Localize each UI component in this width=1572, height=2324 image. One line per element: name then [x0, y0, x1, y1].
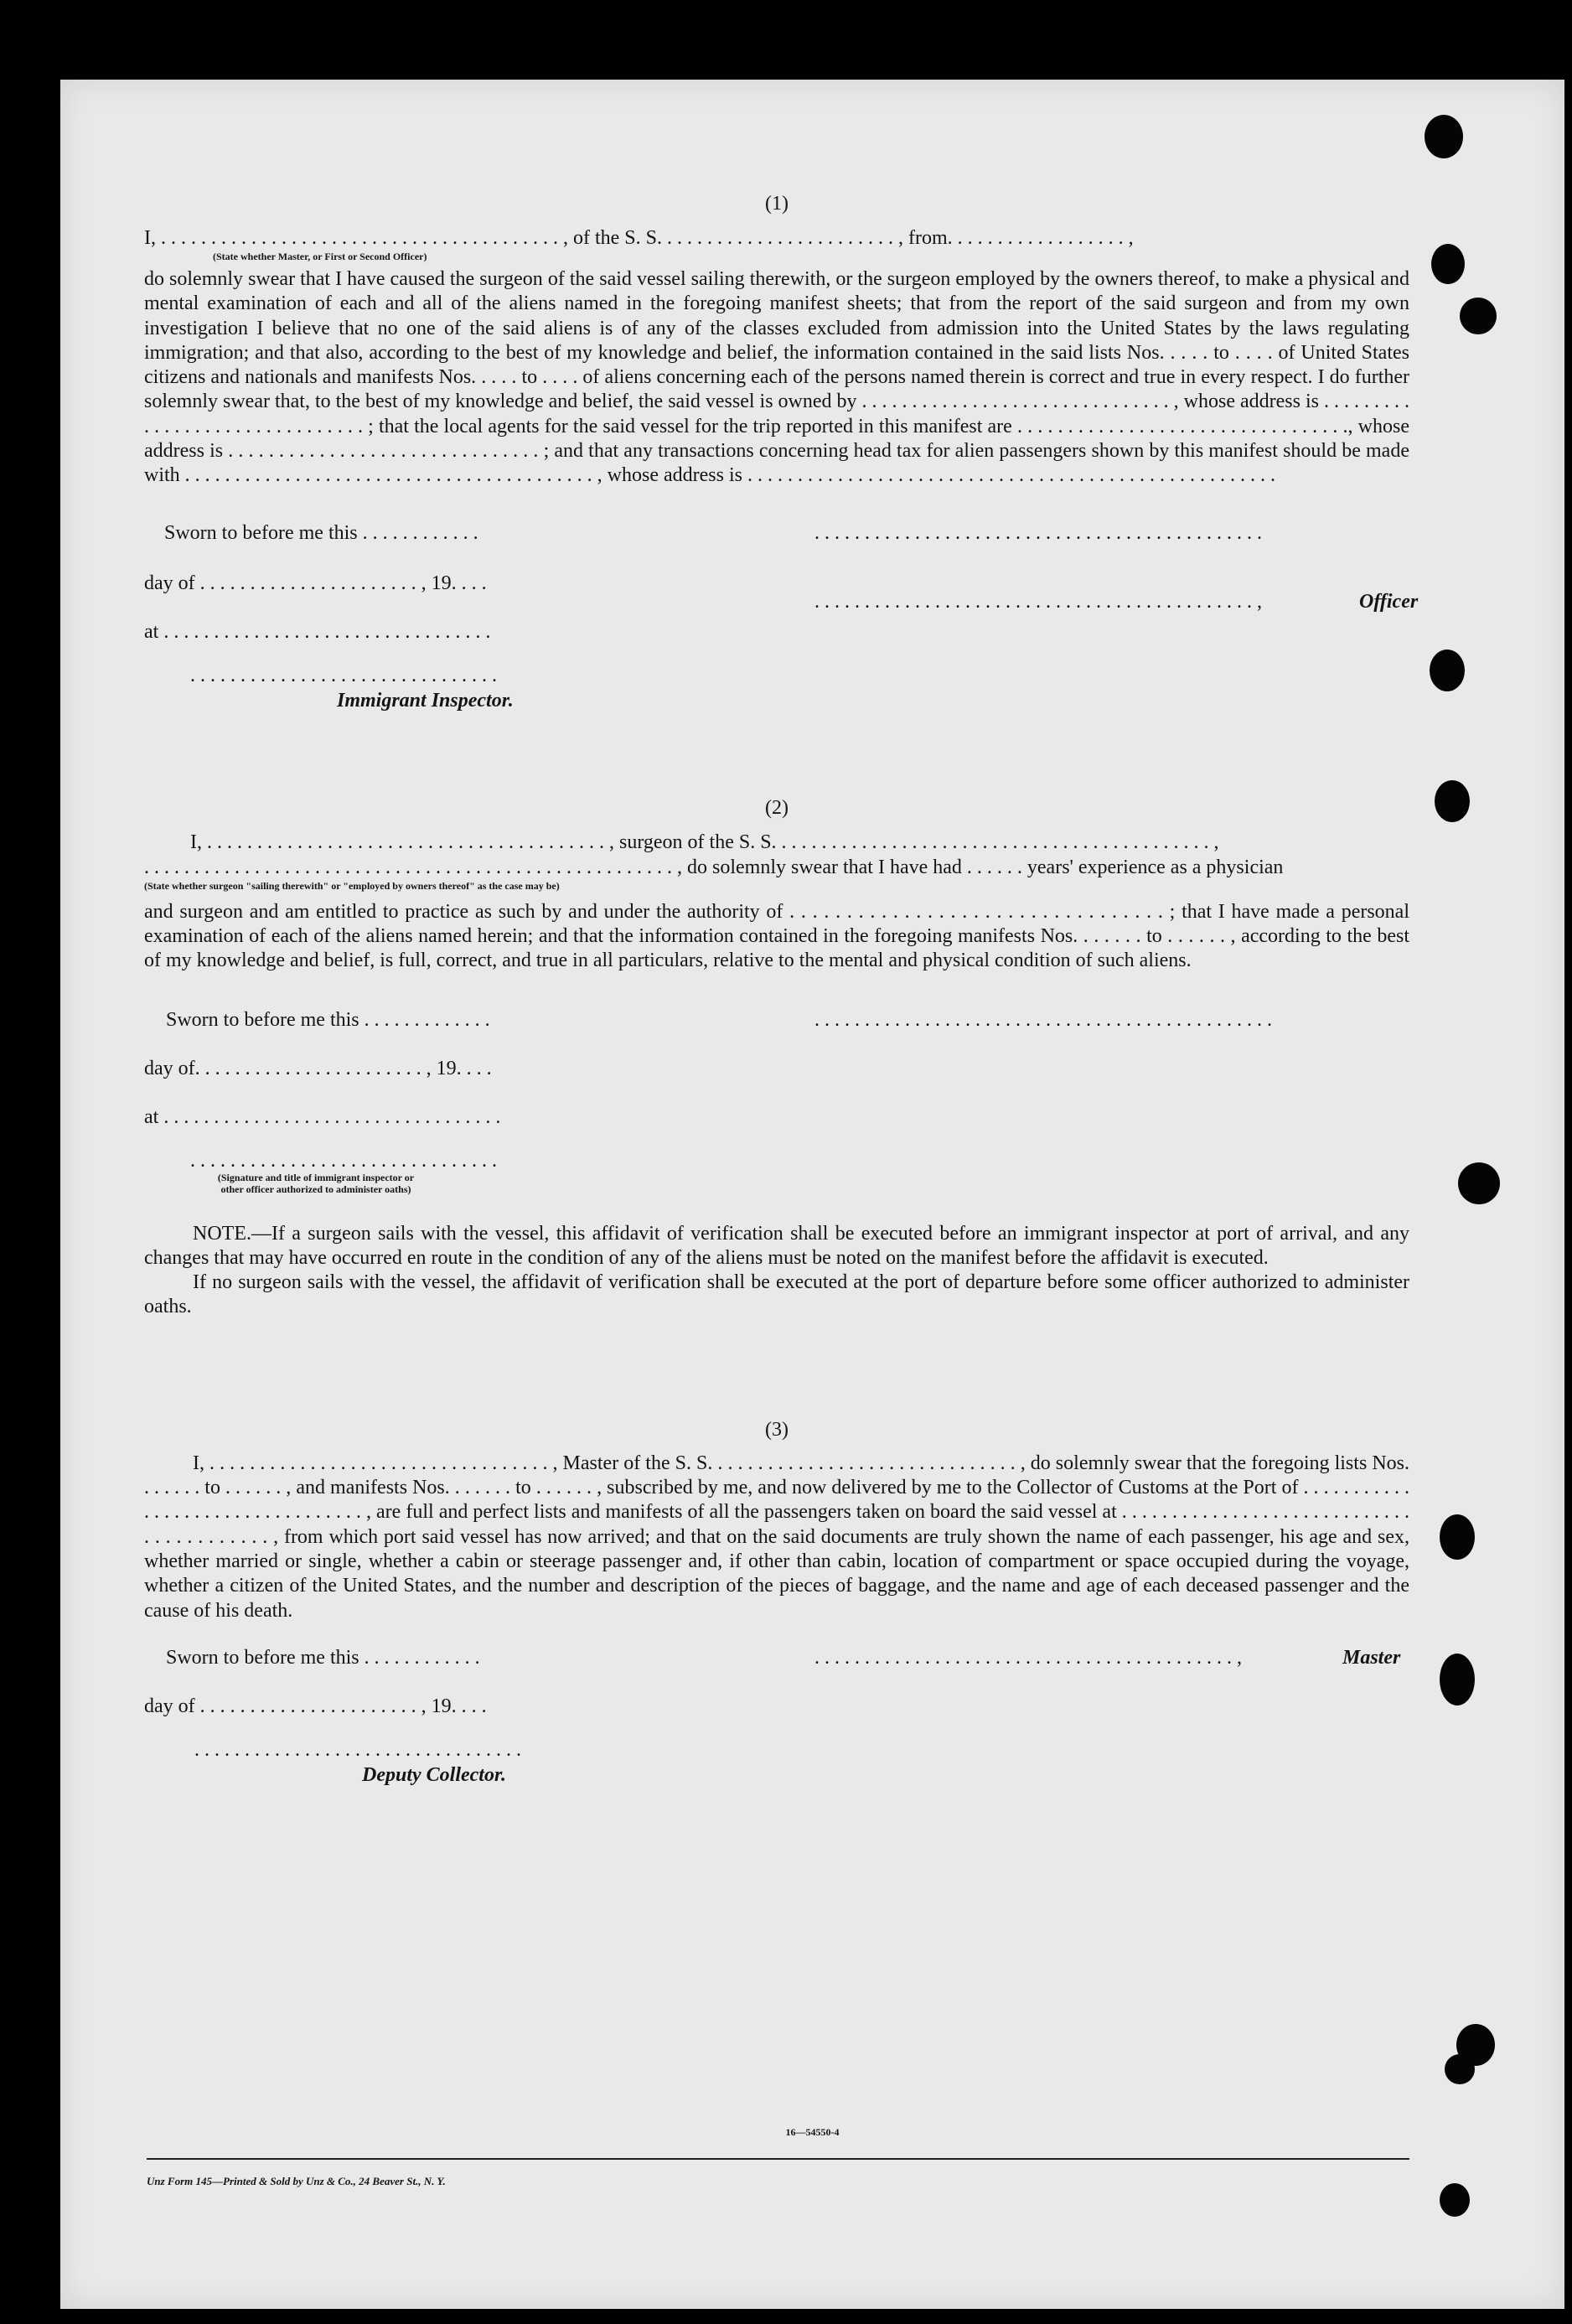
section-2-body: and surgeon and am entitled to practice as such by and under the authority of . . . . . . . . . . . . . . . . . . . . . . . . . . . . . . . . . ; that I have made a personal examination of each of the aliens named herein; and that the information contained in the foregoing manifests Nos. . . . . . . to . . . . . . , according to the best of my knowledge and belief, is full, correct, and true in all particulars, relative to the mental and physical condition of such aliens.: [144, 900, 1409, 972]
section-2-line-2: . . . . . . . . . . . . . . . . . . . . . . . . . . . . . . . . . . . . . . . . . . . . . . . . . . . . . , do solemnly swear that I have had . . . . . . years' experience as a physician: [144, 856, 1284, 878]
punch-hole-icon: [1460, 298, 1497, 334]
section-3-signatures: [144, 1638, 1409, 1806]
section-3-heading: (3): [765, 1418, 789, 1441]
section-1-at: at . . . . . . . . . . . . . . . . . . . . . . . . . . . . . . . . .: [144, 620, 491, 643]
section-3-body: I, . . . . . . . . . . . . . . . . . . . . . . . . . . . . . . . . . . , Master of the S. S. . . . . . . . . . . . . . . . . . . . . . . . . . . . . . . , do solemnly swear that the foregoing lists Nos. . . . . . . to . . . . . . , and manifests Nos. . . . . . . to . . . . . . , subscribed by me, and now delivered by me to the Collector of Customs at the Port of . . . . . . . . . . . . . . . . . . . . . . . . . . . . . . . . . , are full and perfect lists and manifests of all the passengers taken on board the said vessel at . . . . . . . . . . . . . . . . . . . . . . . . . . . . . . . . . . . . . . . . . , from which port said vessel has now arrived; and that on the said documents are truly shown the name of each passenger, his age and sex, whether married or single, whether a cabin or steerage passenger and, if other than cabin, location of compartment or space occupied during the voyage, whether a citizen of the United States, and the number and description of the pieces of baggage, and the name and age of each deceased passenger and the cause of his death.: [144, 1452, 1409, 1622]
section-3-master-title: Master: [1342, 1646, 1401, 1669]
section-1-signature-line: . . . . . . . . . . . . . . . . . . . . . . . . . . . . . . . . . . . . . . . . . . . . .: [814, 521, 1262, 544]
note-body: —If a surgeon sails with the vessel, this affidavit of verification shall be executed before an immigrant inspector at port of arrival, and any changes that may have occurred en route in the condition of any of the aliens must be noted on the manifest before the affidavit is executed.: [144, 1222, 1409, 1269]
punch-hole-icon: [1458, 1162, 1500, 1204]
punch-hole-icon: [1440, 1514, 1475, 1560]
section-2-note-2: If no surgeon sails with the vessel, the affidavit of verification shall be executed at the port of departure before some officer authorized to administer oaths.: [144, 1271, 1409, 1318]
punch-hole-icon: [1431, 244, 1465, 284]
punch-hole-icon: [1430, 650, 1465, 691]
punch-hole-icon: [1445, 2054, 1475, 2084]
section-1-heading: (1): [765, 193, 789, 215]
section-1-inspector-line: . . . . . . . . . . . . . . . . . . . . . . . . . . . . . . .: [190, 664, 497, 686]
section-2-line-1: I, . . . . . . . . . . . . . . . . . . . . . . . . . . . . . . . . . . . . . . . . , surgeon of the S. S. . . . . . . . . . . . . . . . . . . . . . . . . . . . . . . . . . . . . . . . . . . . ,: [190, 831, 1219, 853]
punch-hole-icon: [1440, 1654, 1475, 1705]
section-1-line-1: I, . . . . . . . . . . . . . . . . . . . . . . . . . . . . . . . . . . . . . . . . , of the S. S. . . . . . . . . . . . . . . . . . . . . . . . , from. . . . . . . . . . . . . . . . . . ,: [144, 227, 1134, 249]
section-1-inspector-title: Immigrant Inspector.: [337, 689, 514, 712]
section-2-surgeon-note: (State whether surgeon "sailing therewith" or "employed by owners thereof" as the case may be): [144, 879, 560, 892]
section-1: [144, 193, 1419, 1806]
section-1-officer-line: . . . . . . . . . . . . . . . . . . . . . . . . . . . . . . . . . . . . . . . . . . . . ,: [814, 590, 1262, 613]
section-3-signature-line: . . . . . . . . . . . . . . . . . . . . . . . . . . . . . . . . . . . . . . . . . . ,: [814, 1646, 1242, 1669]
section-2-signatures: [144, 996, 1409, 1222]
punch-hole-icon: [1440, 2183, 1470, 2217]
section-3-sworn: Sworn to before me this . . . . . . . . . . . .: [166, 1646, 480, 1669]
section-3-collector-line: . . . . . . . . . . . . . . . . . . . . . . . . . . . . . . . . .: [194, 1738, 521, 1761]
document-page: [60, 80, 1564, 2309]
section-2-inspector-note: (Signature and title of immigrant inspector or other officer authorized to administer oaths): [217, 1171, 415, 1195]
form-number: 16—54550-4: [785, 2126, 840, 2138]
section-3-collector-title: Deputy Collector.: [362, 1763, 506, 1786]
section-1-body: do solemnly swear that I have caused the surgeon of the said vessel sailing therewith, or the surgeon employed by the owners thereof, to make a physical and mental examination of each and all of the aliens named in the foregoing manifest sheets; that from the report of the said surgeon and from my own investigation I believe that no one of the said aliens is of any of the classes excluded from admission into the United States by the laws regulating immigration; and that also, according to the best of my knowledge and belief, the information contained in the said lists Nos. . . . . to . . . . of United States citizens and nationals and manifests Nos. . . . . to . . . . of aliens concerning each of the persons named therein is correct and true in every respect. I do further solemnly swear that, to the best of my knowledge and belief, the said vessel is owned by . . . . . . . . . . . . . . . . . . . . . . . . . . . . . . . , whose address is . . . . . . . . . . . . . . . . . . . . . . . . . . . . . . . ; that the local agents for the said vessel for the trip reported in this manifest are . . . . . . . . . . . . . . . . . . . . . . . . . . . . . . . . ., whose address is . . . . . . . . . . . . . . . . . . . . . . . . . . . . . . . ; and that any transactions concerning head tax for alien passengers shown by this manifest should be made with . . . . . . . . . . . . . . . . . . . . . . . . . . . . . . . . . . . . . . . . . , whose address is . . . . . . . . . . . . . . . . . . . . . . . . . . . . . . . . . . . . . . . . . . . . . . . . . . . . .: [144, 268, 1409, 487]
punch-hole-icon: [1425, 115, 1463, 158]
section-1-officer-title: Officer: [1359, 590, 1419, 613]
punch-hole-icon: [1435, 780, 1470, 822]
section-2-heading: (2): [765, 796, 789, 819]
section-2-inspector-line: . . . . . . . . . . . . . . . . . . . . . . . . . . . . . . .: [190, 1149, 497, 1172]
note-label: NOTE.: [193, 1222, 251, 1245]
section-2-signature-line: . . . . . . . . . . . . . . . . . . . . . . . . . . . . . . . . . . . . . . . . . . . . . .: [814, 1008, 1272, 1031]
section-1-signatures: [144, 505, 1419, 723]
printer-footer: Unz Form 145—Printed & Sold by Unz & Co., 24 Beaver St., N. Y.: [147, 2175, 446, 2187]
section-1-officer-note: (State whether Master, or First or Second Officer): [213, 251, 427, 262]
section-2-sworn: Sworn to before me this . . . . . . . . . . . . .: [166, 1008, 490, 1031]
section-2-at: at . . . . . . . . . . . . . . . . . . . . . . . . . . . . . . . . . .: [144, 1105, 501, 1128]
section-2-note: [144, 1222, 1409, 1271]
section-1-sworn: Sworn to before me this . . . . . . . . . . . .: [164, 521, 478, 544]
section-3-day: day of . . . . . . . . . . . . . . . . . . . . . . , 19. . . .: [144, 1695, 487, 1717]
footer-divider: [147, 2158, 1409, 2160]
section-1-day: day of . . . . . . . . . . . . . . . . . . . . . . , 19. . . .: [144, 572, 487, 594]
section-2-day: day of. . . . . . . . . . . . . . . . . . . . . . . , 19. . . .: [144, 1057, 492, 1079]
